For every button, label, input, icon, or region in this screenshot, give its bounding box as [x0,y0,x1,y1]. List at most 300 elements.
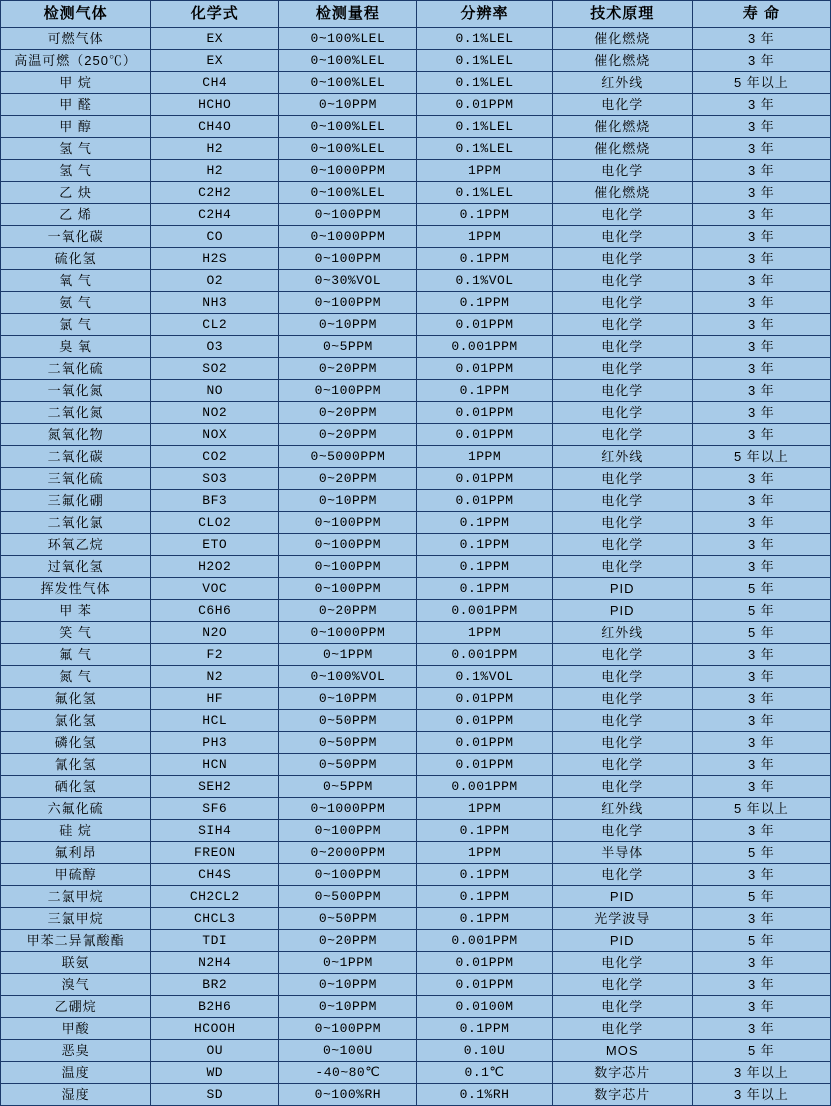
cell-gas-name: 甲 醛 [1,94,151,116]
cell-lifespan: 3 年 [692,314,830,336]
cell-lifespan: 3 年 [692,270,830,292]
cell-chemical-formula: PH3 [151,732,279,754]
cell-gas-name: 臭 氧 [1,336,151,358]
cell-lifespan: 3 年 [692,556,830,578]
cell-measurement-range: 0~100%VOL [279,666,417,688]
cell-gas-name: 联氨 [1,952,151,974]
cell-gas-name: 二氧化氮 [1,402,151,424]
cell-gas-name: 过氧化氢 [1,556,151,578]
cell-resolution: 0.1PPM [417,534,552,556]
table-row [1,292,831,314]
cell-technology: 电化学 [552,270,692,292]
cell-technology: 电化学 [552,424,692,446]
table-row [1,116,831,138]
table-row [1,688,831,710]
cell-technology: 电化学 [552,974,692,996]
cell-measurement-range: 0~100PPM [279,556,417,578]
cell-chemical-formula: CH4S [151,864,279,886]
cell-measurement-range: 0~10PPM [279,688,417,710]
table-row [1,578,831,600]
cell-technology: 数字芯片 [552,1062,692,1084]
cell-resolution: 0.001PPM [417,600,552,622]
cell-measurement-range: 0~5000PPM [279,446,417,468]
cell-technology: 电化学 [552,402,692,424]
cell-lifespan: 3 年 [692,204,830,226]
cell-resolution: 0.01PPM [417,358,552,380]
table-row [1,842,831,864]
cell-resolution: 1PPM [417,160,552,182]
table-row [1,160,831,182]
cell-resolution: 0.1PPM [417,248,552,270]
cell-lifespan: 3 年 [692,688,830,710]
table-header-row [1,1,831,28]
column-header-technology: 技术原理 [552,1,692,28]
cell-lifespan: 5 年 [692,1040,830,1062]
table-row [1,798,831,820]
cell-chemical-formula: C2H4 [151,204,279,226]
cell-resolution: 0.1%LEL [417,28,552,50]
cell-gas-name: 三氯甲烷 [1,908,151,930]
cell-resolution: 0.001PPM [417,930,552,952]
cell-measurement-range: 0~1000PPM [279,160,417,182]
cell-lifespan: 3 年 [692,28,830,50]
cell-technology: 电化学 [552,160,692,182]
cell-resolution: 0.01PPM [417,314,552,336]
table-row [1,468,831,490]
cell-technology: 电化学 [552,710,692,732]
cell-resolution: 0.01PPM [417,94,552,116]
cell-gas-name: 氢 气 [1,160,151,182]
cell-chemical-formula: CL2 [151,314,279,336]
cell-measurement-range: 0~20PPM [279,468,417,490]
cell-technology: 电化学 [552,666,692,688]
cell-lifespan: 3 年 [692,490,830,512]
cell-chemical-formula: CO2 [151,446,279,468]
cell-chemical-formula: SIH4 [151,820,279,842]
table-row [1,864,831,886]
table-row [1,446,831,468]
cell-chemical-formula: SO2 [151,358,279,380]
cell-resolution: 0.01PPM [417,754,552,776]
cell-resolution: 0.1%LEL [417,72,552,94]
cell-chemical-formula: FREON [151,842,279,864]
cell-technology: 电化学 [552,952,692,974]
cell-resolution: 1PPM [417,798,552,820]
cell-resolution: 0.1%LEL [417,138,552,160]
cell-technology: 电化学 [552,490,692,512]
cell-measurement-range: 0~20PPM [279,402,417,424]
cell-resolution: 0.001PPM [417,644,552,666]
table-row [1,1084,831,1106]
cell-lifespan: 3 年 [692,754,830,776]
cell-measurement-range: 0~100PPM [279,1018,417,1040]
table-row [1,50,831,72]
cell-lifespan: 3 年 [692,974,830,996]
cell-resolution: 0.1%LEL [417,50,552,72]
cell-technology: 半导体 [552,842,692,864]
cell-resolution: 0.1%VOL [417,666,552,688]
table-row [1,886,831,908]
cell-measurement-range: 0~100%LEL [279,50,417,72]
cell-gas-name: 氨 气 [1,292,151,314]
table-row [1,754,831,776]
cell-resolution: 0.001PPM [417,336,552,358]
cell-technology: 数字芯片 [552,1084,692,1106]
table-row [1,226,831,248]
cell-resolution: 0.01PPM [417,468,552,490]
cell-lifespan: 3 年 [692,402,830,424]
cell-measurement-range: 0~100PPM [279,578,417,600]
table-row [1,336,831,358]
table-row [1,380,831,402]
cell-lifespan: 3 年 [692,952,830,974]
table-row [1,556,831,578]
column-header-measurement-range: 检测量程 [279,1,417,28]
cell-chemical-formula: H2 [151,138,279,160]
cell-gas-name: 氧 气 [1,270,151,292]
cell-chemical-formula: SO3 [151,468,279,490]
table-row [1,666,831,688]
cell-measurement-range: 0~1000PPM [279,798,417,820]
table-row [1,710,831,732]
cell-technology: 电化学 [552,226,692,248]
cell-technology: 催化燃烧 [552,28,692,50]
cell-chemical-formula: C6H6 [151,600,279,622]
cell-measurement-range: 0~2000PPM [279,842,417,864]
column-header-gas-name: 检测气体 [1,1,151,28]
cell-technology: 电化学 [552,336,692,358]
cell-gas-name: 乙 炔 [1,182,151,204]
cell-gas-name: 甲 烷 [1,72,151,94]
cell-resolution: 1PPM [417,842,552,864]
cell-resolution: 0.1PPM [417,864,552,886]
cell-resolution: 0.01PPM [417,710,552,732]
cell-chemical-formula: ETO [151,534,279,556]
cell-chemical-formula: H2 [151,160,279,182]
cell-resolution: 0.01PPM [417,688,552,710]
cell-lifespan: 3 年 [692,644,830,666]
cell-gas-name: 可燃气体 [1,28,151,50]
cell-lifespan: 3 年 [692,292,830,314]
cell-lifespan: 5 年以上 [692,72,830,94]
table-row [1,248,831,270]
cell-technology: 光学波导 [552,908,692,930]
cell-gas-name: 三氧化硫 [1,468,151,490]
cell-gas-name: 一氧化碳 [1,226,151,248]
cell-resolution: 0.1PPM [417,512,552,534]
cell-technology: PID [552,930,692,952]
cell-gas-name: 二氧化碳 [1,446,151,468]
cell-chemical-formula: F2 [151,644,279,666]
cell-lifespan: 3 年 [692,380,830,402]
cell-lifespan: 3 年 [692,732,830,754]
cell-chemical-formula: CHCL3 [151,908,279,930]
table-row [1,732,831,754]
table-row [1,1018,831,1040]
cell-chemical-formula: H2O2 [151,556,279,578]
table-row [1,534,831,556]
cell-technology: MOS [552,1040,692,1062]
cell-gas-name: 挥发性气体 [1,578,151,600]
cell-measurement-range: 0~20PPM [279,358,417,380]
cell-measurement-range: 0~100%LEL [279,138,417,160]
cell-technology: 催化燃烧 [552,116,692,138]
cell-lifespan: 3 年 [692,820,830,842]
cell-resolution: 0.1%LEL [417,116,552,138]
cell-resolution: 0.001PPM [417,776,552,798]
cell-gas-name: 氯化氢 [1,710,151,732]
cell-technology: PID [552,886,692,908]
cell-technology: 红外线 [552,446,692,468]
cell-chemical-formula: TDI [151,930,279,952]
cell-measurement-range: 0~100PPM [279,380,417,402]
cell-measurement-range: 0~10PPM [279,974,417,996]
cell-lifespan: 5 年 [692,622,830,644]
cell-measurement-range: 0~100PPM [279,820,417,842]
cell-chemical-formula: HCOOH [151,1018,279,1040]
cell-gas-name: 二氧化硫 [1,358,151,380]
table-row [1,138,831,160]
cell-resolution: 0.1PPM [417,578,552,600]
cell-measurement-range: 0~30%VOL [279,270,417,292]
cell-gas-name: 一氧化氮 [1,380,151,402]
cell-measurement-range: 0~5PPM [279,336,417,358]
cell-technology: 电化学 [552,776,692,798]
cell-lifespan: 3 年 [692,666,830,688]
cell-measurement-range: 0~100PPM [279,512,417,534]
cell-gas-name: 氟 气 [1,644,151,666]
cell-measurement-range: 0~100PPM [279,248,417,270]
cell-gas-name: 甲硫醇 [1,864,151,886]
cell-gas-name: 氢 气 [1,138,151,160]
cell-measurement-range: 0~1000PPM [279,622,417,644]
cell-lifespan: 3 年 [692,468,830,490]
cell-chemical-formula: CLO2 [151,512,279,534]
cell-gas-name: 环氧乙烷 [1,534,151,556]
cell-measurement-range: 0~100%LEL [279,72,417,94]
table-row [1,930,831,952]
cell-chemical-formula: BR2 [151,974,279,996]
table-row [1,776,831,798]
cell-chemical-formula: HCN [151,754,279,776]
cell-chemical-formula: B2H6 [151,996,279,1018]
cell-resolution: 0.1%VOL [417,270,552,292]
cell-technology: 催化燃烧 [552,182,692,204]
cell-lifespan: 3 年 [692,182,830,204]
cell-measurement-range: 0~100PPM [279,204,417,226]
cell-chemical-formula: EX [151,28,279,50]
cell-chemical-formula: VOC [151,578,279,600]
column-header-resolution: 分辨率 [417,1,552,28]
cell-chemical-formula: WD [151,1062,279,1084]
cell-lifespan: 3 年 [692,424,830,446]
cell-measurement-range: 0~5PPM [279,776,417,798]
cell-technology: 电化学 [552,556,692,578]
cell-chemical-formula: N2 [151,666,279,688]
cell-gas-name: 乙硼烷 [1,996,151,1018]
cell-gas-name: 六氟化硫 [1,798,151,820]
cell-gas-name: 温度 [1,1062,151,1084]
cell-technology: 电化学 [552,292,692,314]
cell-lifespan: 3 年 [692,50,830,72]
cell-chemical-formula: HF [151,688,279,710]
cell-resolution: 0.10U [417,1040,552,1062]
cell-gas-name: 氟利昂 [1,842,151,864]
cell-lifespan: 3 年以上 [692,1062,830,1084]
cell-technology: 电化学 [552,468,692,490]
table-row [1,358,831,380]
table-row [1,314,831,336]
cell-resolution: 1PPM [417,622,552,644]
cell-lifespan: 5 年 [692,930,830,952]
cell-measurement-range: 0~10PPM [279,94,417,116]
cell-technology: 电化学 [552,644,692,666]
cell-gas-name: 乙 烯 [1,204,151,226]
cell-chemical-formula: C2H2 [151,182,279,204]
cell-chemical-formula: CH4O [151,116,279,138]
cell-resolution: 0.1PPM [417,1018,552,1040]
cell-chemical-formula: NH3 [151,292,279,314]
cell-lifespan: 3 年 [692,512,830,534]
cell-chemical-formula: EX [151,50,279,72]
cell-technology: 电化学 [552,688,692,710]
cell-lifespan: 3 年 [692,116,830,138]
cell-resolution: 0.01PPM [417,732,552,754]
table-row [1,952,831,974]
table-row [1,28,831,50]
cell-chemical-formula: NO [151,380,279,402]
cell-resolution: 1PPM [417,446,552,468]
cell-measurement-range: 0~10PPM [279,996,417,1018]
cell-gas-name: 二氯甲烷 [1,886,151,908]
table-row [1,72,831,94]
cell-technology: 红外线 [552,622,692,644]
column-header-chemical-formula: 化学式 [151,1,279,28]
cell-gas-name: 甲 苯 [1,600,151,622]
cell-gas-name: 氟化氢 [1,688,151,710]
cell-chemical-formula: CO [151,226,279,248]
cell-measurement-range: -40~80℃ [279,1062,417,1084]
cell-technology: 红外线 [552,798,692,820]
cell-technology: 电化学 [552,732,692,754]
cell-chemical-formula: N2O [151,622,279,644]
table-row [1,600,831,622]
cell-gas-name: 甲 醇 [1,116,151,138]
cell-technology: 电化学 [552,820,692,842]
cell-gas-name: 氮 气 [1,666,151,688]
cell-technology: 电化学 [552,380,692,402]
cell-technology: 电化学 [552,1018,692,1040]
cell-measurement-range: 0~50PPM [279,754,417,776]
cell-gas-name: 三氟化硼 [1,490,151,512]
cell-resolution: 0.1PPM [417,908,552,930]
table-row [1,490,831,512]
cell-lifespan: 3 年 [692,1018,830,1040]
cell-gas-name: 溴气 [1,974,151,996]
cell-measurement-range: 0~20PPM [279,600,417,622]
cell-measurement-range: 0~100PPM [279,534,417,556]
cell-measurement-range: 0~50PPM [279,732,417,754]
cell-chemical-formula: SEH2 [151,776,279,798]
cell-chemical-formula: SD [151,1084,279,1106]
cell-technology: 催化燃烧 [552,138,692,160]
table-row [1,974,831,996]
cell-lifespan: 5 年 [692,578,830,600]
cell-chemical-formula: H2S [151,248,279,270]
cell-resolution: 0.1PPM [417,820,552,842]
cell-technology: 红外线 [552,72,692,94]
cell-measurement-range: 0~100%LEL [279,116,417,138]
cell-gas-name: 恶臭 [1,1040,151,1062]
cell-gas-name: 甲酸 [1,1018,151,1040]
cell-resolution: 0.1PPM [417,380,552,402]
cell-resolution: 0.01PPM [417,952,552,974]
cell-gas-name: 笑 气 [1,622,151,644]
table-header [1,1,831,28]
cell-gas-name: 磷化氢 [1,732,151,754]
cell-lifespan: 3 年 [692,138,830,160]
cell-technology: 电化学 [552,314,692,336]
cell-lifespan: 3 年 [692,710,830,732]
cell-lifespan: 3 年以上 [692,1084,830,1106]
cell-measurement-range: 0~10PPM [279,314,417,336]
table-row [1,622,831,644]
cell-lifespan: 5 年 [692,842,830,864]
cell-gas-name: 硫化氢 [1,248,151,270]
cell-resolution: 0.1%RH [417,1084,552,1106]
cell-resolution: 0.1℃ [417,1062,552,1084]
cell-resolution: 0.01PPM [417,402,552,424]
table-row [1,908,831,930]
cell-technology: 电化学 [552,996,692,1018]
cell-gas-name: 氯 气 [1,314,151,336]
cell-lifespan: 3 年 [692,908,830,930]
table-row [1,1062,831,1084]
cell-measurement-range: 0~100U [279,1040,417,1062]
table-row [1,512,831,534]
table-row [1,182,831,204]
cell-gas-name: 氰化氢 [1,754,151,776]
cell-chemical-formula: OU [151,1040,279,1062]
cell-lifespan: 3 年 [692,534,830,556]
cell-lifespan: 5 年 [692,600,830,622]
cell-chemical-formula: HCL [151,710,279,732]
cell-technology: 电化学 [552,94,692,116]
cell-lifespan: 3 年 [692,996,830,1018]
table-row [1,270,831,292]
cell-lifespan: 3 年 [692,248,830,270]
cell-measurement-range: 0~20PPM [279,424,417,446]
cell-resolution: 1PPM [417,226,552,248]
cell-measurement-range: 0~50PPM [279,908,417,930]
cell-lifespan: 5 年以上 [692,798,830,820]
table-row [1,402,831,424]
cell-resolution: 0.1PPM [417,292,552,314]
cell-technology: PID [552,578,692,600]
cell-chemical-formula: NOX [151,424,279,446]
cell-lifespan: 5 年以上 [692,446,830,468]
cell-measurement-range: 0~1PPM [279,644,417,666]
cell-gas-name: 甲苯二异氰酸酯 [1,930,151,952]
table-row [1,94,831,116]
cell-measurement-range: 0~50PPM [279,710,417,732]
table-body [1,28,831,1106]
table-row [1,820,831,842]
cell-resolution: 0.1%LEL [417,182,552,204]
cell-technology: 电化学 [552,754,692,776]
cell-chemical-formula: CH2CL2 [151,886,279,908]
cell-lifespan: 3 年 [692,336,830,358]
